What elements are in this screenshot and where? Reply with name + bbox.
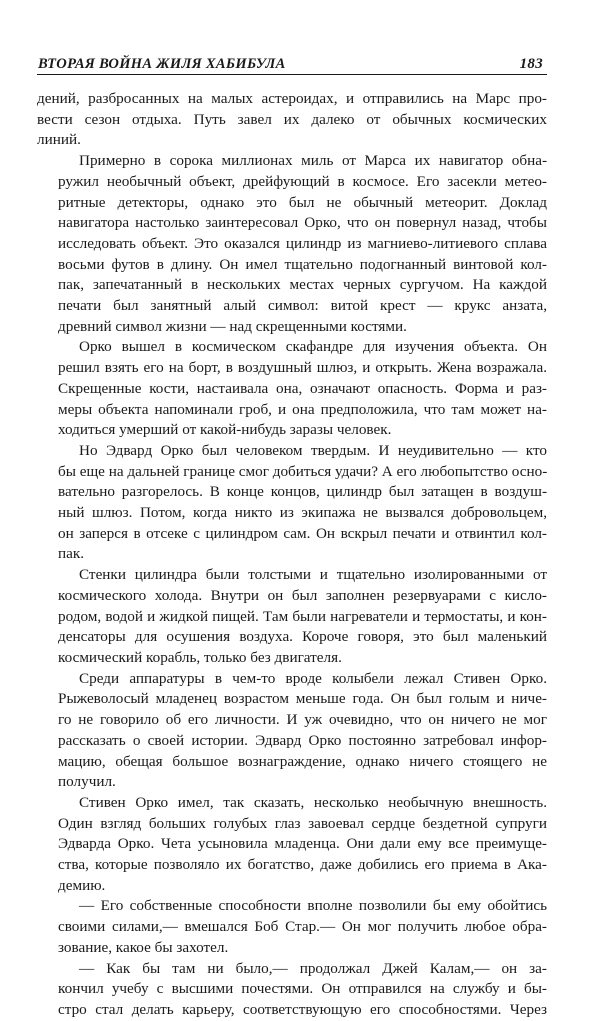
text-line: навигатора настолько заинтересовал Орко, что он повернул назад, чтобы xyxy=(58,214,547,232)
text-line: он заперся в отсеке с цилиндром сам. Он вскрыл печати и отвинтил кол- xyxy=(58,524,547,542)
text-line: пак. xyxy=(58,545,85,563)
text-line: ритные детекторы, однако это был не обычный метеорит. Доклад xyxy=(58,193,547,211)
text-line: — Как бы там ни было,— продолжал Джей Калам,— он за- xyxy=(79,959,547,977)
text-line: денсаторы для осушения воздуха. Короче говоря, это был маленький xyxy=(58,628,547,646)
text-line: своими силами,— вмешался Боб Стар.— Он мог получить любое обра- xyxy=(58,918,547,936)
text-line: Стенки цилиндра были толстыми и тщательно изолированными от xyxy=(79,566,547,584)
text-line: Орко вышел в космическом скафандре для изучения объекта. Он xyxy=(79,338,547,356)
text-line: мацию, обещая большое вознаграждение, однако ничего стоящего не xyxy=(58,752,547,770)
text-line: меры объекта напоминали гроб, и она предположила, что там может на- xyxy=(58,400,547,418)
text-line: Примерно в сорока миллионах миль от Марса их навигатор обна- xyxy=(79,152,547,170)
text-line: Среди аппаратуры в чем-то вроде колыбели лежал Стивен Орко. xyxy=(79,669,547,687)
text-line: бы еще на дальней границе смог добиться удачи? А его любопытство осно- xyxy=(58,462,548,480)
paragraph xyxy=(37,151,547,337)
paragraph xyxy=(37,337,547,441)
text-line: получил. xyxy=(58,773,116,791)
paragraph xyxy=(37,793,547,897)
text-line: кончил учебу с высшими почестями. Он отправился на службу и бы- xyxy=(58,980,547,998)
text-line: ный шлюз. Потом, когда никто из экипажа не вызвался добровольцем, xyxy=(58,504,547,522)
text-line: Скрещенные кости, настаивала она, означают опасность. Форма и раз- xyxy=(58,379,547,397)
text-line: печати был занятный алый символ: витой крест — крукс анзата, xyxy=(58,297,547,315)
text-line: Но Эдвард Орко был человеком твердым. И неудивительно — кто xyxy=(79,441,547,459)
paragraph xyxy=(37,89,547,151)
text-line: демию. xyxy=(58,876,106,894)
paragraph xyxy=(37,669,547,793)
text-line: восьми футов в длину. Он имел тщательно подогнанный винтовой кол- xyxy=(58,255,547,273)
text-line: Стивен Орко имел, так сказать, несколько необычную внешность. xyxy=(79,793,547,811)
text-line: космического холода. Внутри он был заполнен резервуарами с кисло- xyxy=(58,586,547,604)
text-line: древний символ жизни — над скрещенными костями. xyxy=(58,317,407,335)
page-number: 183 xyxy=(519,56,543,72)
text-line: решил взять его на борт, в воздушный шлюз, и открыть. Жена возражала. xyxy=(58,359,547,377)
text-line: космический корабль, только без двигателя. xyxy=(58,648,342,666)
paragraph xyxy=(37,441,547,565)
text-line: ходиться умерший от какой-нибудь заразы человек. xyxy=(58,421,392,439)
text-line: родом, водой и жидкой пищей. Там были нагреватели и термостаты, и кон- xyxy=(58,607,547,625)
text-line: ружил необычный объект, дрейфующий в космосе. Его засекли метео- xyxy=(58,172,547,190)
text-line: вести сезон отдыха. Путь завел их далеко от обычных космических xyxy=(37,110,547,128)
text-line: стро стал делать карьеру, соответствующую его способностями. Через xyxy=(58,1000,547,1018)
paragraph xyxy=(37,565,547,669)
text-line: зование, какое бы захотел. xyxy=(58,938,229,956)
text-line: Эдварда Орко. Чета усыновила младенца. Они дали ему все преимуще- xyxy=(58,835,547,853)
text-line: — Его собственные способности вполне позволили бы ему обойтись xyxy=(79,897,547,915)
text-line: го не говорило об его личности. И уж очевидно, что он ничего не мог xyxy=(58,711,547,729)
book-page xyxy=(37,56,547,1021)
paragraph xyxy=(37,896,547,958)
text-line: дений, разбросанных на малых астероидах, и отправились на Марс про- xyxy=(37,90,547,107)
text-line: исследовать объект. Это оказался цилиндр из магниево-литиевого сплава xyxy=(58,234,547,252)
text-line: Рыжеволосый младенец возрастом меньше года. Он был голым и ниче- xyxy=(58,690,547,708)
text-line: линий. xyxy=(37,131,81,149)
paragraph xyxy=(37,959,547,1021)
text-line: рассказать о своей истории. Эдвард Орко постоянно затребовал инфор- xyxy=(58,731,547,749)
running-title: ВТОРАЯ ВОЙНА ЖИЛЯ ХАБИБУЛА xyxy=(38,56,286,72)
body-text xyxy=(37,89,547,1021)
text-line: Один взгляд больших голубых глаз завоевал сердце бездетной супруги xyxy=(58,814,547,832)
running-header xyxy=(37,56,547,75)
text-line: пак, запечатанный в нескольких местах черных сургучом. На каждой xyxy=(58,276,547,294)
text-line: ства, которые позволяло их богатство, даже добились его приема в Ака- xyxy=(58,856,547,874)
text-line: вательно разгорелось. В конце концов, цилиндр был затащен в воздуш- xyxy=(58,483,547,501)
